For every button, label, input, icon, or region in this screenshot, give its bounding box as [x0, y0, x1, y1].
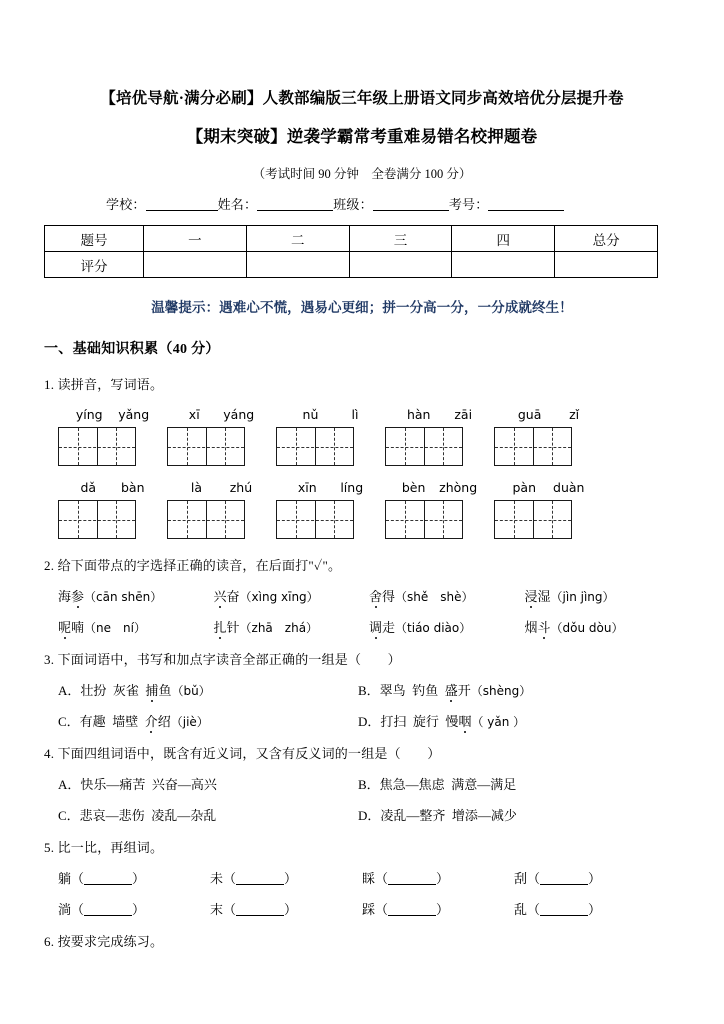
option-pinyin: （bǔ）: [171, 684, 211, 698]
question-1-prompt: 1. 读拼音，写词语。: [44, 377, 164, 392]
field-label-name: 姓名：: [217, 197, 258, 212]
column-header-3: 三: [349, 226, 452, 252]
paper-title-line-1: 【培优导航·满分必刷】人教部编版三年级上册语文同步高效培优分层提升卷: [100, 90, 624, 107]
grid-vertical-dash: [116, 428, 117, 465]
q5-item[interactable]: 躺（ ）: [58, 871, 146, 886]
option-word: 鱼: [158, 683, 172, 698]
option-word: 钓鱼: [412, 683, 439, 698]
q2-char: 海: [58, 589, 72, 604]
option-word: 翠鸟: [379, 683, 406, 698]
tianzige-box[interactable]: [276, 427, 354, 466]
q5-char: 刮: [514, 871, 528, 886]
pinyin-syllable: nǔ: [302, 407, 319, 422]
option-C[interactable]: [58, 805, 358, 824]
q5-char: 未: [210, 871, 224, 886]
pinyin-syllable: líng: [340, 480, 364, 495]
option-key: C．: [58, 714, 80, 729]
question-2-prompt: 2. 给下面带点的字选择正确的读音，在后面打"✓"。: [44, 558, 342, 573]
q2-item[interactable]: [214, 617, 370, 636]
grid-vertical-dash: [78, 501, 79, 538]
option-key: A．: [58, 683, 81, 698]
option-A[interactable]: [58, 680, 358, 699]
grid-vertical-dash: [405, 501, 406, 538]
grid-vertical-dash: [296, 501, 297, 538]
option-D[interactable]: [358, 805, 658, 824]
option-key: B．: [358, 683, 380, 698]
option-key: A．: [58, 777, 81, 792]
pinyin-row-1: [44, 407, 680, 422]
pinyin-syllable: zǐ: [569, 407, 580, 422]
writing-grid-cell[interactable]: [494, 427, 603, 466]
option-pinyin: （shèng）: [470, 684, 532, 698]
paper-title-line-2: 【期末突破】逆袭学霸常考重难易错名校押题卷: [186, 127, 538, 146]
pinyin-pair: [385, 407, 494, 422]
field-label-exam-no: 考号：: [448, 197, 489, 212]
option-key: B．: [358, 777, 380, 792]
grid-horizontal-dash: [168, 520, 244, 521]
q2-readings[interactable]: （tiáo diào）: [395, 621, 472, 635]
grid-horizontal-dash: [168, 447, 244, 448]
option-word: 绍: [157, 714, 171, 729]
tianzige-box[interactable]: [494, 427, 572, 466]
tianzige-box[interactable]: [385, 427, 463, 466]
pinyin-syllable: zāi: [454, 407, 473, 422]
option-word-pair: 快乐—痛苦: [80, 777, 146, 792]
grid-vertical-dash: [225, 501, 226, 538]
q2-char: 得: [382, 589, 396, 604]
writing-grid-cell[interactable]: [167, 500, 276, 539]
table-row-scores: [45, 252, 658, 278]
field-label-class: 班级：: [333, 197, 373, 212]
column-header-2: 二: [246, 226, 349, 252]
q2-dotted-char: 呢: [58, 617, 71, 636]
question-3-row-2: [44, 711, 680, 730]
grid-vertical-dash: [514, 501, 515, 538]
option-A[interactable]: [58, 774, 358, 793]
pinyin-syllable: xīn: [297, 480, 317, 495]
pinyin-syllable: zhú: [229, 480, 253, 495]
option-word-pair: 兴奋—高兴: [151, 777, 217, 792]
grid-vertical-dash: [443, 428, 444, 465]
grid-horizontal-dash: [386, 447, 462, 448]
q2-dotted-char: 舍: [369, 586, 382, 605]
tianzige-box[interactable]: [58, 427, 136, 466]
option-word: 打扫: [380, 714, 407, 729]
question-4-row-2: [44, 805, 680, 824]
exam-subtitle: （考试时间 90 分钟 全卷满分 100 分）: [252, 167, 472, 181]
grid-horizontal-dash: [277, 520, 353, 521]
row-label-score: 评分: [45, 252, 144, 278]
q5-answer-blank[interactable]: [388, 904, 436, 916]
option-word-pair: 凌乱—杂乱: [151, 808, 217, 823]
question-6-prompt: 6. 按要求完成练习。: [44, 934, 164, 949]
name-blank[interactable]: [257, 197, 333, 211]
option-pinyin: （ yǎn ）: [471, 715, 526, 729]
table-row-header: [45, 226, 658, 252]
writing-grid-cell[interactable]: [167, 427, 276, 466]
exam-no-blank[interactable]: [488, 197, 564, 211]
option-word: 开: [457, 683, 471, 698]
option-word: 慢: [445, 714, 459, 729]
pinyin-syllable: bèn: [401, 480, 426, 495]
column-header-total: 总分: [555, 226, 658, 252]
grid-vertical-dash: [225, 428, 226, 465]
grid-vertical-dash: [78, 428, 79, 465]
question-2-row-2: [44, 617, 680, 636]
q2-item[interactable]: [525, 617, 681, 636]
q2-char: 走: [382, 620, 396, 635]
pinyin-syllable: dǎ: [80, 480, 97, 495]
q5-char: 踩: [362, 902, 376, 917]
grid-vertical-dash: [334, 428, 335, 465]
q2-dotted-char: 扎: [214, 617, 227, 636]
pinyin-syllable: zhòng: [439, 480, 478, 495]
q2-char: 喃: [71, 620, 85, 635]
grid-vertical-dash: [116, 501, 117, 538]
grid-horizontal-dash: [277, 447, 353, 448]
grid-vertical-dash: [334, 501, 335, 538]
score-cell-4[interactable]: [452, 252, 555, 278]
pinyin-syllable: yǎng: [118, 407, 150, 422]
question-5-row-1: [44, 868, 680, 887]
question-5-prompt: 5. 比一比，再组词。: [44, 840, 164, 855]
q5-answer-blank[interactable]: [388, 873, 436, 885]
option-word-pair: 焦急—焦虑: [379, 777, 445, 792]
q2-readings[interactable]: （jìn jìng）: [550, 590, 615, 604]
pinyin-pair: [167, 407, 276, 422]
pinyin-syllable: pàn: [512, 480, 537, 495]
pinyin-syllable: lì: [351, 407, 359, 422]
warm-tip: 温馨提示：遇难心不慌，遇易心更细；拼一分高一分，一分成就终生！: [151, 300, 573, 315]
question-2-row-1: [44, 586, 680, 605]
page-content: [44, 86, 680, 950]
q2-readings[interactable]: （xìng xīng）: [239, 590, 319, 604]
q2-readings[interactable]: （zhā zhá）: [239, 621, 319, 635]
grid-horizontal-dash: [495, 520, 571, 521]
writing-grid-cell[interactable]: [58, 427, 167, 466]
score-cell-2[interactable]: [246, 252, 349, 278]
grid-vertical-dash: [187, 428, 188, 465]
pinyin-pair: [276, 407, 385, 422]
option-word: 有趣: [79, 714, 106, 729]
grid-vertical-dash: [443, 501, 444, 538]
pinyin-syllable: hàn: [406, 407, 431, 422]
grid-horizontal-dash: [59, 520, 135, 521]
row-label-question-no: 题号: [45, 226, 144, 252]
pinyin-syllable: là: [190, 480, 202, 495]
question-4-row-1: [44, 774, 680, 793]
option-D[interactable]: [358, 711, 658, 730]
pinyin-row-2: [44, 480, 680, 495]
question-4-prompt: 4. 下面四组词语中，既含有近义词，又含有反义词的一组是（ ）: [44, 746, 441, 761]
option-word: 壮扮: [80, 683, 107, 698]
grid-horizontal-dash: [386, 520, 462, 521]
q5-char: 淌: [58, 902, 72, 917]
section-heading-1: 一、基础知识积累（40 分）: [44, 342, 220, 357]
q5-item[interactable]: 睬（ ）: [362, 871, 450, 886]
option-B[interactable]: [358, 774, 658, 793]
q2-readings[interactable]: （shě shè）: [395, 590, 474, 604]
school-blank[interactable]: [146, 197, 218, 211]
q2-char: 烟: [524, 620, 538, 635]
option-word: 旋行: [412, 714, 439, 729]
q2-char: 湿: [537, 589, 551, 604]
option-word: 灰雀: [112, 683, 139, 698]
option-C[interactable]: [58, 711, 358, 730]
q2-readings[interactable]: （cān shēn）: [84, 590, 163, 604]
writing-grid-cell[interactable]: [276, 427, 385, 466]
q2-item[interactable]: [58, 586, 214, 605]
score-table: [44, 225, 658, 278]
option-key: C．: [58, 808, 80, 823]
pinyin-pair: [494, 480, 603, 495]
q2-readings[interactable]: （ne ní）: [84, 621, 146, 635]
score-cell-total[interactable]: [555, 252, 658, 278]
writing-grid-cell[interactable]: [58, 500, 167, 539]
pinyin-syllable: guā: [517, 407, 542, 422]
option-pinyin: （jiè）: [170, 715, 209, 729]
tianzige-box[interactable]: [167, 427, 245, 466]
q5-char: 睬: [362, 871, 376, 886]
option-dotted-char: 介: [145, 711, 158, 730]
grid-vertical-dash: [514, 428, 515, 465]
writing-grid-row-1: [44, 427, 680, 466]
grid-vertical-dash: [296, 428, 297, 465]
pinyin-syllable: yíng: [75, 407, 103, 422]
q5-item[interactable]: 乱（ ）: [514, 902, 602, 917]
writing-grid-cell[interactable]: [385, 500, 494, 539]
q5-char: 躺: [58, 871, 72, 886]
q2-item[interactable]: [214, 586, 370, 605]
tianzige-box[interactable]: [385, 500, 463, 539]
q5-char: 乱: [514, 902, 528, 917]
q2-item[interactable]: [58, 617, 214, 636]
pinyin-syllable: xī: [188, 407, 200, 422]
option-dotted-char: 捕: [145, 680, 158, 699]
q5-char: 末: [210, 902, 224, 917]
grid-horizontal-dash: [59, 447, 135, 448]
pinyin-pair: [494, 407, 603, 422]
writing-grid-row-2: [44, 500, 680, 539]
writing-grid-cell[interactable]: [276, 500, 385, 539]
grid-vertical-dash: [552, 428, 553, 465]
q2-dotted-char: 调: [369, 617, 382, 636]
q2-item[interactable]: [525, 586, 681, 605]
option-key: D．: [358, 808, 381, 823]
option-key: D．: [358, 714, 381, 729]
q5-item[interactable]: 未（ ）: [210, 871, 298, 886]
column-header-4: 四: [452, 226, 555, 252]
q2-readings[interactable]: （dǒu dòu）: [550, 621, 624, 635]
writing-grid-cell[interactable]: [494, 500, 603, 539]
score-cell-3[interactable]: [349, 252, 452, 278]
pinyin-pair: [58, 407, 167, 422]
option-dotted-char: 盛: [445, 680, 458, 699]
q5-answer-blank[interactable]: [84, 904, 132, 916]
q2-dotted-char: 兴: [214, 586, 227, 605]
pinyin-pair: [167, 480, 276, 495]
tianzige-box[interactable]: [276, 500, 354, 539]
writing-grid-cell[interactable]: [385, 427, 494, 466]
grid-horizontal-dash: [495, 447, 571, 448]
grid-vertical-dash: [552, 501, 553, 538]
tianzige-box[interactable]: [167, 500, 245, 539]
class-blank[interactable]: [373, 197, 449, 211]
q2-dotted-char: 斗: [538, 617, 551, 636]
pinyin-syllable: yáng: [223, 407, 255, 422]
tianzige-box[interactable]: [58, 500, 136, 539]
q5-answer-blank[interactable]: [236, 904, 284, 916]
option-word-pair: 悲哀—悲伤: [79, 808, 145, 823]
option-dotted-char: 咽: [458, 711, 471, 730]
q2-item[interactable]: [369, 586, 525, 605]
question-3-row-1: [44, 680, 680, 699]
q5-item[interactable]: 末（ ）: [210, 902, 298, 917]
question-3-prompt: 3. 下面词语中，书写和加点字读音全部正确的一组是（ ）: [44, 652, 401, 667]
pinyin-pair: [385, 480, 494, 495]
option-B[interactable]: [358, 680, 658, 699]
pinyin-pair: [58, 480, 167, 495]
option-word-pair: 增添—减少: [451, 808, 517, 823]
pinyin-syllable: bàn: [120, 480, 145, 495]
q2-char: 奋: [226, 589, 240, 604]
q5-item[interactable]: 刮（ ）: [514, 871, 602, 886]
q5-item[interactable]: 踩（ ）: [362, 902, 450, 917]
pinyin-syllable: duàn: [553, 480, 585, 495]
student-info-line: [44, 194, 680, 213]
tianzige-box[interactable]: [494, 500, 572, 539]
option-word: 墙壁: [112, 714, 139, 729]
q2-dotted-char: 参: [71, 586, 84, 605]
q5-item[interactable]: 淌（ ）: [58, 902, 146, 917]
grid-vertical-dash: [405, 428, 406, 465]
option-word-pair: 满意—满足: [451, 777, 517, 792]
grid-vertical-dash: [187, 501, 188, 538]
q5-answer-blank[interactable]: [540, 904, 588, 916]
score-cell-1[interactable]: [144, 252, 247, 278]
q2-char: 针: [226, 620, 240, 635]
pinyin-pair: [276, 480, 385, 495]
q2-dotted-char: 浸: [525, 586, 538, 605]
column-header-1: 一: [144, 226, 247, 252]
field-label-school: 学校：: [106, 197, 146, 212]
question-5-row-2: [44, 899, 680, 918]
q5-answer-blank[interactable]: [236, 873, 284, 885]
q5-answer-blank[interactable]: [540, 873, 588, 885]
q5-answer-blank[interactable]: [84, 873, 132, 885]
q2-item[interactable]: [369, 617, 525, 636]
option-word-pair: 凌乱—整齐: [380, 808, 446, 823]
